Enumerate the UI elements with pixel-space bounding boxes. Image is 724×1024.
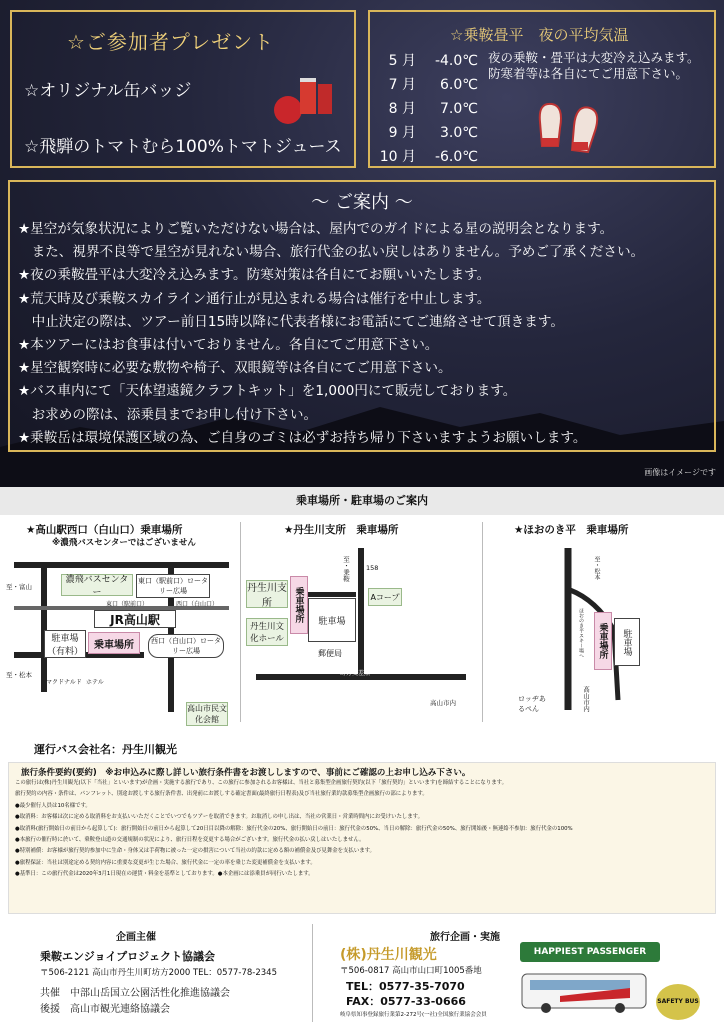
map-subtitle: ※濃飛バスセンターではございません: [52, 538, 196, 548]
condition-line: 旅行契約の内容・条件は、パンフレット、別途お渡しする旅行条件書、出発前にお渡しする確定書面(最終旅行日程表)及び当社旅行業約款募集型企画旅行の部によります。: [15, 791, 428, 798]
parking-box: 駐車場: [614, 618, 640, 666]
organizer-heading: 企画主催: [116, 932, 156, 943]
guide-line: お求めの際は、添乗員までお申し付け下さい。: [18, 406, 318, 423]
divider: [240, 522, 241, 722]
map-takayama: [6, 522, 238, 732]
guide-line: ★乗鞍岳は環境保護区域の為、ご自身のゴミは必ずお持ち帰り下さいますようお願いします。: [18, 429, 587, 446]
guide-line: また、視界不良等で星空が見れない場合、旅行代金の払い戻しはありません。予めご了承ください。: [18, 244, 645, 261]
road: [306, 592, 356, 597]
road: [41, 562, 47, 692]
company-fax: FAX：0577-33-0666: [346, 995, 466, 1008]
organizer-name: 乗鞍エンジョイプロジェクト協議会: [40, 950, 215, 963]
temperature-title: ☆乗鞍畳平 夜の平均気温: [450, 26, 629, 44]
road: [358, 548, 364, 678]
temperature-row: 5 月 -4.0℃: [388, 53, 478, 69]
condition-line: ●特別補償：お客様が旅行契約参加中に生命・身体又は手荷物に被った一定の損害について当社の約款に定める額の補償金及び見舞金を支払います。: [15, 848, 375, 855]
guide-line: ★本ツアーにはお食事は付いておりません。各自にてご用意下さい。: [18, 337, 439, 354]
lodge-label: ロッヂあるぺん: [518, 695, 546, 713]
condition-line: ●本旅行の催行時に於いて、乗鞍登山道の交通規制の状況により、旅行日程を変更する場合がございます。旅行代金の払い戻しはいたしません。: [15, 837, 365, 844]
night-sky-background: [0, 0, 724, 487]
image-note: 画像はイメージです: [644, 468, 716, 477]
boarding-spot-box: 乗車場所: [88, 632, 140, 654]
to-toyama-label: 至・富山: [6, 583, 32, 591]
shop-label: マクドナルド: [46, 679, 82, 686]
map-title: ★ほおのき平 乗車場所: [514, 524, 629, 536]
east-rotary-box: 東口（駅前口）ロータリー広場: [136, 574, 210, 598]
intersection-label: 町方交差点: [340, 670, 371, 677]
happiest-passenger-banner: HAPPIEST PASSENGER: [520, 942, 660, 962]
road-label: ほおのき平スキー場へ: [578, 608, 584, 658]
guide-line: ★星空観察時に必要な敷物や椅子、双眼鏡等は各自にてご用意下さい。: [18, 360, 452, 377]
to-matsumoto-label: 至・松本: [6, 671, 32, 679]
divider: [482, 522, 483, 722]
license-info: 岐阜県知事登録旅行業第2-272号(一社)全国旅行業協会会員: [340, 1012, 487, 1018]
to-matsumoto-label: 至・松本: [593, 556, 600, 580]
boarding-spot-box: 乗車場所: [594, 612, 612, 670]
condition-line: ●取消料(旅行開始日の前日から起算して)：旅行開始日の前日から起算して20日目以降の解除：旅行代金の20%、旅行開始日の前日：旅行代金の50%、当日の解除：旅行代金の50%、旅行開始後・無連絡不参加：旅行代金の100%: [15, 825, 573, 832]
divider: [312, 924, 313, 1022]
present-title: ☆ご参加者プレゼント: [67, 30, 275, 54]
temperature-box: [368, 10, 716, 168]
temperature-row: 10 月 -6.0℃: [379, 149, 478, 165]
organizer-address: 〒506-2121 高山市丹生川町坊方2000 TEL：0577-78-2345: [40, 968, 277, 978]
guide-line: ★荒天時及び乗鞍スカイライン通行止が見込まれる場合は催行を中止します。: [18, 290, 491, 307]
post-office-label: 郵便局: [318, 649, 342, 658]
map-title: ★丹生川支所 乗車場所: [284, 524, 399, 536]
shop-label: ホテル: [86, 679, 104, 686]
temperature-row: 9 月 3.0℃: [388, 125, 478, 141]
boarding-spot-box: 乗車場所: [290, 576, 308, 634]
west-rotary-box: 西口（白山口）ロータリー広場: [148, 634, 224, 658]
east-exit-label: 東口（駅前口）: [106, 601, 149, 608]
bus-center-box: 濃飛バスセンター: [61, 574, 133, 596]
map-hoonokidaira: [486, 522, 720, 732]
station-box: JR高山駅: [94, 610, 176, 628]
bus-icon: [520, 968, 650, 1016]
parking-box: 駐車場: [308, 598, 356, 642]
to-takayama-label: 高山市内: [430, 699, 456, 707]
company-tel: TEL：0577-35-7070: [346, 980, 465, 993]
guide-line: ★バス車内にて「天体望遠鏡クラフトキット」を1,000円にて販売しております。: [18, 383, 517, 400]
guide-line: ★星空が気象状況によりご覧いただけない場合は、屋内でのガイドによる星の説明会となります。: [18, 221, 614, 237]
guide-box: [8, 180, 716, 452]
route-label: 158: [366, 564, 379, 572]
safety-bus-badge: SAFETY BUS: [656, 984, 700, 1020]
west-exit-label: 西口（白山口）: [176, 601, 219, 608]
guide-line: 中止決定の際は、ツアー前日15時以降に代表者様にお電話にてご連絡させて頂きます。: [18, 313, 564, 330]
to-takayama-label: 高山市内: [582, 686, 590, 712]
guide-title: ～ ご案内 ～: [311, 192, 413, 213]
culture-hall-box: 高山市民文化会館: [187, 704, 227, 724]
to-norikura-label: 至・乗鞍: [342, 556, 350, 582]
company-address: 〒506-0817 高山市山口町1005番地: [340, 966, 482, 976]
operator-name: 運行バス会社名：丹生川観光: [34, 743, 177, 756]
company-name: (株)丹生川観光: [340, 947, 437, 963]
map-nyukawa: [246, 522, 476, 732]
culture-hall-box: 丹生川文化ホール: [246, 618, 288, 646]
temperature-table: [376, 49, 478, 169]
map-title: ★高山駅西口（白山口）乗車場所: [26, 524, 183, 536]
condition-line: ●最少催行人員は10名様です。: [15, 802, 91, 809]
planning-heading: 旅行企画・実施: [430, 932, 500, 943]
condition-line: ●旅程保証：当社は別途定める契約内容に重要な変更が生じた場合、旅行代金に一定の率を乗じた変更補償金を支払います。: [15, 859, 316, 866]
temperature-row: 7 月 6.0℃: [388, 77, 478, 93]
travel-conditions: [8, 762, 716, 914]
guide-line: ★夜の乗鞍畳平は大変冷え込みます。防寒対策は各自にてお願いいたします。: [18, 267, 491, 284]
parking-box: 駐車場（有料）: [44, 630, 86, 658]
present-box: [10, 10, 356, 168]
temperature-note: 夜の乗鞍・畳平は大変冷え込みます。 防寒着等は各自にてご用意下さい。: [488, 50, 700, 81]
tomato-juice-icon: [270, 70, 340, 126]
footer: [0, 924, 724, 1024]
condition-line: ●取消料：お客様は次に定める取消料をお支払いいただくことでいつでもツアーを取消できます。お取消しの申し出は、当社の営業日・営業時間内にお受けいたします。: [15, 814, 423, 821]
mittens-icon: [530, 92, 610, 162]
acoop-box: Aコープ: [368, 588, 402, 606]
boarding-header: 乗車場所・駐車場のご案内: [0, 487, 724, 515]
conditions-title: 旅行条件要約(要約) ※お申込みに際し詳しい旅行条件書をお渡ししますので、事前にご確認の上お申し込み下さい。: [21, 768, 471, 778]
present-item-juice: ☆飛騨のトマトむら100%トマトジュース: [24, 137, 342, 157]
guide-lines: [18, 218, 644, 450]
branch-office-box: 丹生川支所: [246, 580, 288, 608]
present-item-badge: ☆オリジナル缶バッジ: [24, 81, 192, 101]
cohost: 共催 中部山岳国立公園活性化推進協議会: [40, 988, 230, 999]
support: 後援 高山市観光連絡協議会: [40, 1004, 170, 1015]
temperature-row: 8 月 7.0℃: [388, 101, 478, 117]
condition-line: ●基準日：この旅行代金は2020年3月1日現在の運賃・料金を基準としております。●本企画には添乗員が同行いたします。: [15, 871, 314, 878]
condition-line: この旅行は(株)丹生川観光(以下「当社」といいます)が企画・実施する旅行であり、この旅行に参加されるお客様は、当社と募集型企画旅行契約(以下「旅行契約」といいます)を締結することになります。: [15, 780, 507, 786]
